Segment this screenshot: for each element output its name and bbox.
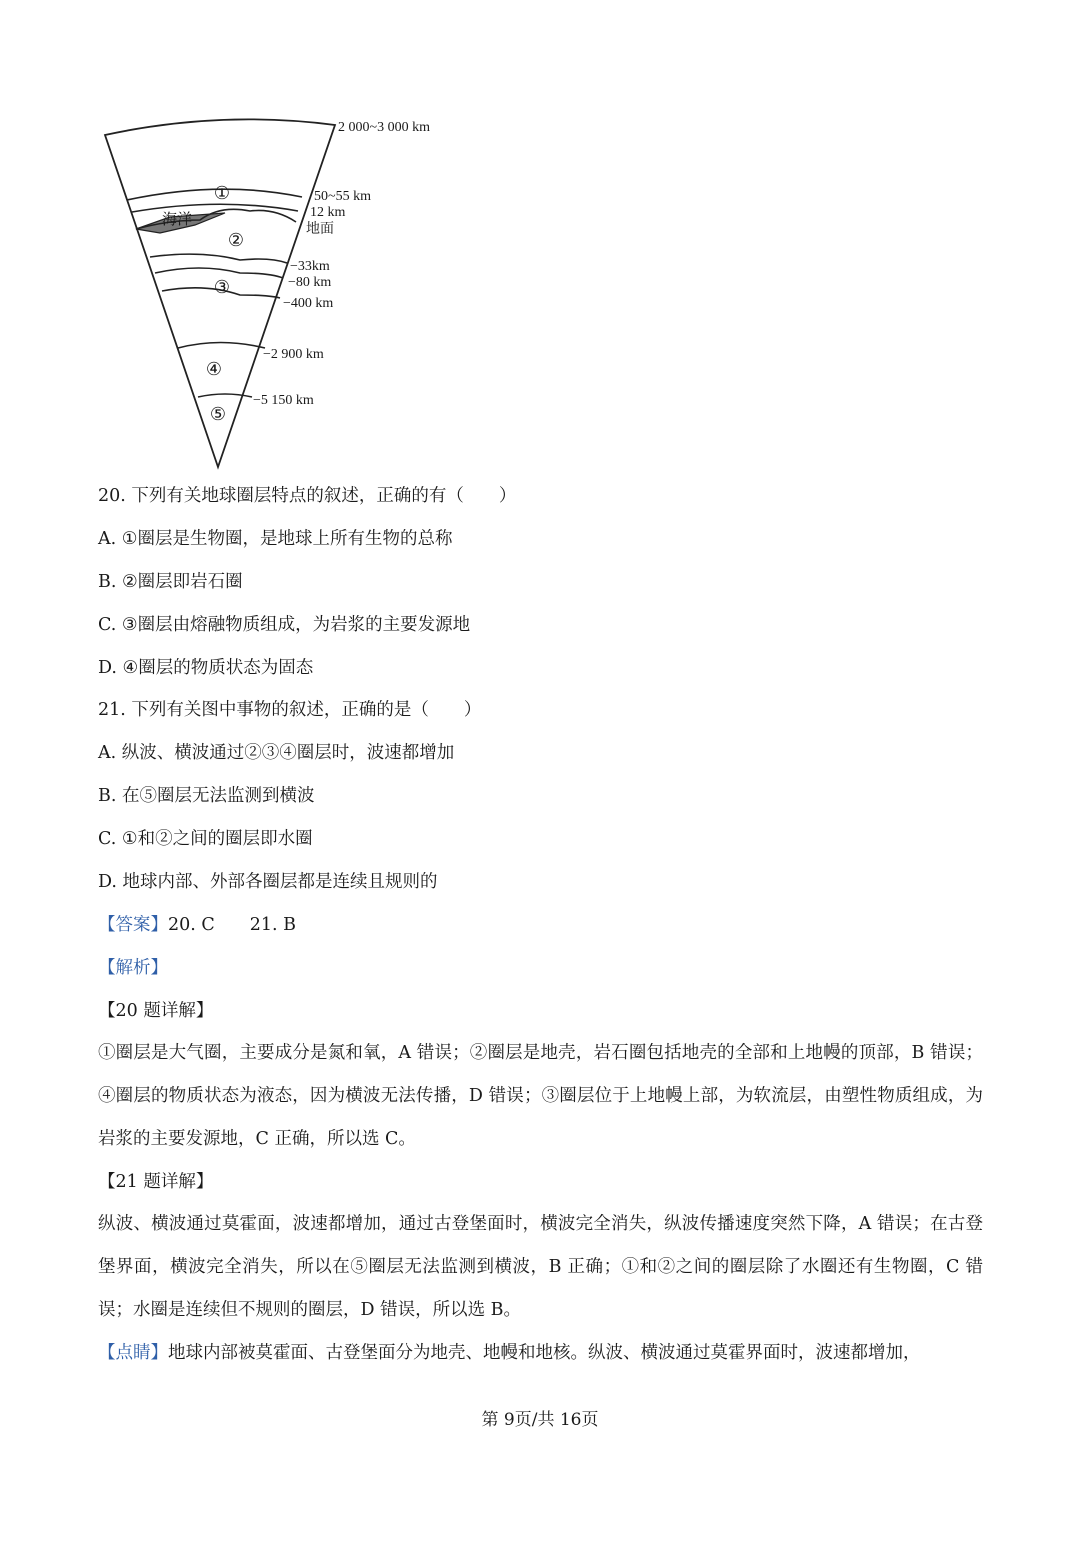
layer-2-label: ② (227, 230, 245, 250)
label-5150km: −5 150 km (253, 393, 314, 408)
label-top: 2 000~3 000 km (338, 120, 430, 135)
label-400km: −400 km (283, 296, 334, 311)
layer-1-label: ① (213, 183, 231, 203)
layer-3-label: ③ (213, 277, 231, 297)
page-footer: 第 9页/共 16页 (481, 1410, 599, 1430)
label-33km: −33km (290, 259, 330, 274)
earth-layers-diagram (90, 105, 490, 475)
ocean-label: 海洋 (162, 212, 193, 228)
layer-4-label: ④ (205, 359, 223, 379)
q20-option-d: D. ④圈层的物质状态为固态 (98, 658, 314, 678)
detail-21-heading: 【21 题详解】 (98, 1172, 214, 1192)
boundary-5150km (198, 394, 252, 397)
label-12km: 12 km (310, 205, 346, 220)
boundary-12km (132, 204, 298, 212)
label-50km: 50~55 km (314, 189, 371, 204)
q21-option-b: B. 在⑤圈层无法监测到横波 (98, 786, 315, 806)
answer-line (98, 913, 296, 937)
layer-5-label: ⑤ (209, 404, 227, 424)
q21-option-d: D. 地球内部、外部各圈层都是连续且规则的 (98, 872, 438, 892)
label-2900km: −2 900 km (263, 347, 324, 362)
detail-20-text: ①圈层是大气圈，主要成分是氮和氧，A 错误；②圈层是地壳，岩石圈包括地壳的全部和上地幔的顶部，B 错误；④圈层的物质状态为液态，因为横波无法传播，D 错误；③圈层位于上地幔上部，为软流层，由塑性物质组成，为岩浆的主要发源地，C 正确，所以选 C。 (98, 1043, 983, 1149)
q20-option-c: C. ③圈层由熔融物质组成，为岩浆的主要发源地 (98, 615, 471, 635)
q21-option-a: A. 纵波、横波通过②③④圈层时，波速都增加 (98, 743, 455, 763)
label-ground: 地面 (306, 222, 334, 237)
q20-stem: 20. 下列有关地球圈层特点的叙述，正确的有（ ） (98, 486, 517, 506)
boundary-33km (150, 254, 287, 263)
q21-stem: 21. 下列有关图中事物的叙述，正确的是（ ） (98, 700, 482, 720)
analysis-tag: 【解析】 (98, 958, 168, 978)
boundary-2900km (178, 343, 265, 349)
answer-text: 20. C 21. B (168, 915, 297, 935)
label-80km: −80 km (288, 275, 332, 290)
tip-line (98, 1341, 921, 1365)
q21-option-c: C. ①和②之间的圈层即水圈 (98, 829, 313, 849)
tip-text: 地球内部被莫霍面、古登堡面分为地壳、地幔和地核。纵波、横波通过莫霍界面时，波速都增加， (168, 1343, 921, 1363)
detail-21-text: 纵波、横波通过莫霍面，波速都增加，通过古登堡面时，横波完全消失，纵波传播速度突然下降，A 错误；在古登堡界面，横波完全消失，所以在⑤圈层无法监测到横波，B 正确；①和②之间的圈层除了水圈还有生物圈，C 错误；水圈是连续但不规则的圈层，D 错误，所以选 B。 (98, 1214, 983, 1320)
answer-tag: 【答案】 (98, 915, 168, 935)
tip-tag: 【点睛】 (98, 1343, 168, 1363)
detail-20-heading: 【20 题详解】 (98, 1001, 214, 1021)
q20-option-b: B. ②圈层即岩石圈 (98, 572, 243, 592)
q20-option-a: A. ①圈层是生物圈，是地球上所有生物的总称 (98, 529, 453, 549)
